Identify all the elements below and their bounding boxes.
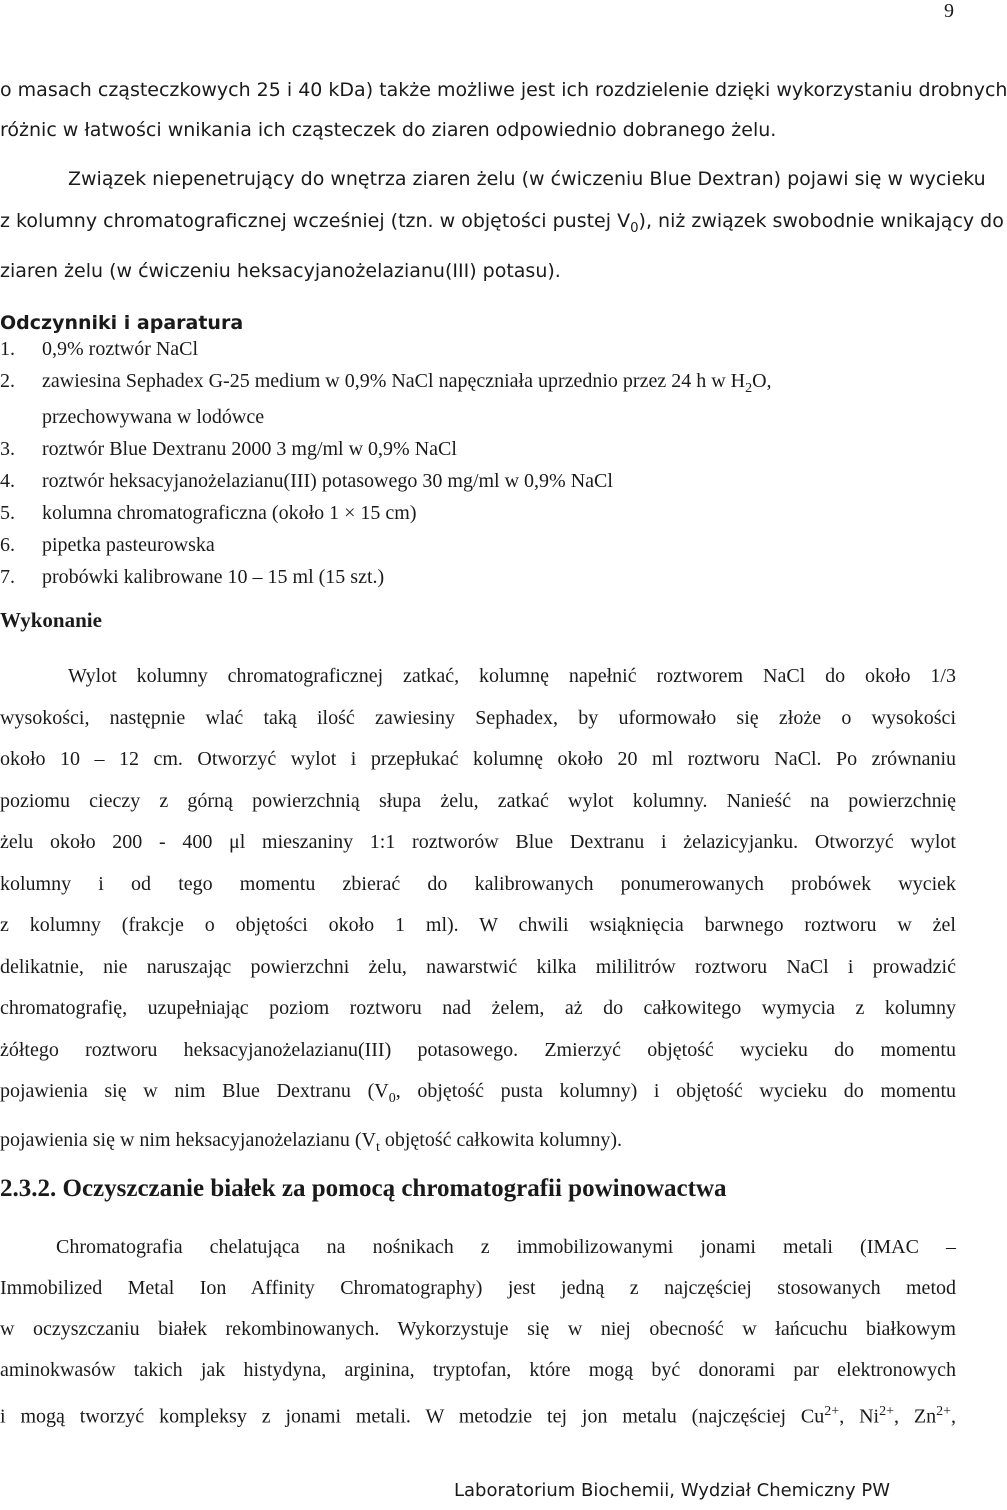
procedure-paragraph <box>0 656 956 1168</box>
imac-line: Chromatografia chelatująca na nośnikach z immobilizowanymi jonami metali (IMAC – <box>56 1236 956 1258</box>
intro-line: różnic w łatwości wnikania ich cząsteczek do ziaren odpowiednio dobranego żelu. <box>0 119 777 141</box>
procedure-heading: Wykonanie <box>0 608 102 632</box>
reagents-heading: Odczynniki i aparatura <box>0 311 244 334</box>
procedure-line: żelu około 200 - 400 μl mieszaniny 1:1 roztworów Blue Dextranu i żelazicyjanku. Otworzyć wylot <box>0 831 956 853</box>
procedure-line: poziomu cieczy z górną powierzchnią słupa żelu, zatkać wylot kolumny. Nanieść na powierzchnię <box>0 789 956 812</box>
elution-line: z kolumny chromatograficznej wcześniej (tzn. w objętości pustej $V_0$), niż związek swobodnie wnikający do <box>0 210 1004 236</box>
procedure-line: Wylot kolumny chromatograficznej zatkać, kolumnę napełnić roztworem NaCl do około 1/3 <box>68 665 956 687</box>
list-item: 2. zawiesina Sephadex G-25 medium w 0,9% NaCl napęczniała uprzednio przez 24 h w $H_2O$, przechowywana w lodówce <box>0 370 772 428</box>
procedure-line: wysokości, następnie wlać taką ilość zawiesiny Sephadex, by uformowało się złoże o wysokości <box>0 706 956 729</box>
procedure-line: chromatografię, uzupełniając poziom roztworu nad żelem, aż do całkowitego wymycia z kolumny <box>0 997 956 1019</box>
intro-line: o masach cząsteczkowych 25 i 40 kDa) także możliwe jest ich rozdzielenie dzięki wykorzystaniu drobnych <box>0 79 1007 101</box>
list-item: 6. pipetka pasteurowska <box>0 534 215 556</box>
imac-line: Immobilized Metal Ion Affinity Chromatography) jest jedną z najczęściej stosowanych metod <box>0 1277 956 1299</box>
list-item: 4. roztwór heksacyjanożelazianu(III) potasowego 30 mg/ml w 0,9% NaCl <box>0 470 613 492</box>
list-item: 3. roztwór Blue Dextranu 2000 3 mg/ml w 0,9% NaCl <box>0 438 457 460</box>
section-heading: 2.3.2. Oczyszczanie białek za pomocą chromatografii powinowactwa <box>0 1175 727 1202</box>
imac-paragraph <box>0 1227 956 1438</box>
procedure-line: żółtego roztworu heksacyjanożelazianu(III) potasowego. Zmierzyć objętość wycieku do momentu <box>0 1038 956 1061</box>
imac-line: aminokwasów takich jak histydyna, arginina, tryptofan, które mogą być donorami par elektronowych <box>0 1359 956 1381</box>
procedure-line: delikatnie, nie naruszając powierzchni żelu, nawarstwić kilka mililitrów roztworu NaCl i prowadzić <box>0 955 956 978</box>
imac-line: i mogą tworzyć kompleksy z jonami metali. W metodzie tej jon metalu (najczęściej $Cu^{2+}$, $Ni^{2+}$, $Zn^{2+}$, <box>0 1404 956 1428</box>
elution-paragraph <box>0 158 1004 344</box>
list-item: 1. 0,9% roztwór NaCl <box>0 338 199 360</box>
page-footer: Laboratorium Biochemii, Wydział Chemiczny PW <box>453 1480 890 1501</box>
elution-line: Związek niepenetrujący do wnętrza ziaren żelu (w ćwiczeniu Blue Dextran) pojawi się w wycieku <box>68 168 986 190</box>
reagents-list <box>0 335 772 595</box>
procedure-line: około 10 – 12 cm. Otworzyć wylot i przepłukać kolumnę około 20 ml roztworu NaCl. Po zrównaniu <box>0 748 956 770</box>
imac-line: w oczyszczaniu białek rekombinowanych. Wykorzystuje się w niej obecność w łańcuchu białkowym <box>0 1318 956 1340</box>
procedure-line: kolumny i od tego momentu zbierać do kalibrowanych ponumerowanych probówek wyciek <box>0 872 956 895</box>
procedure-line: pojawienia się w nim heksacyjanożelazianu ($V_t$ objętość całkowita kolumny). <box>0 1128 623 1155</box>
list-item: 7. probówki kalibrowane 10 – 15 ml (15 szt.) <box>0 566 385 588</box>
procedure-line: pojawienia się w nim Blue Dextranu ($V_0$, objętość pusta kolumny) i objętość wycieku do momentu <box>0 1080 956 1106</box>
list-item: 5. kolumna chromatograficzna (około 1 × 15 cm) <box>0 502 417 524</box>
elution-line: ziaren żelu (w ćwiczeniu heksacyjanożelazianu(III) potasu). <box>0 259 561 282</box>
intro-paragraph <box>0 70 1007 150</box>
page-number: 9 <box>944 0 954 22</box>
procedure-line: z kolumny (frakcje o objętości około 1 ml). W chwili wsiąknięcia barwnego roztworu w żel <box>0 914 956 936</box>
